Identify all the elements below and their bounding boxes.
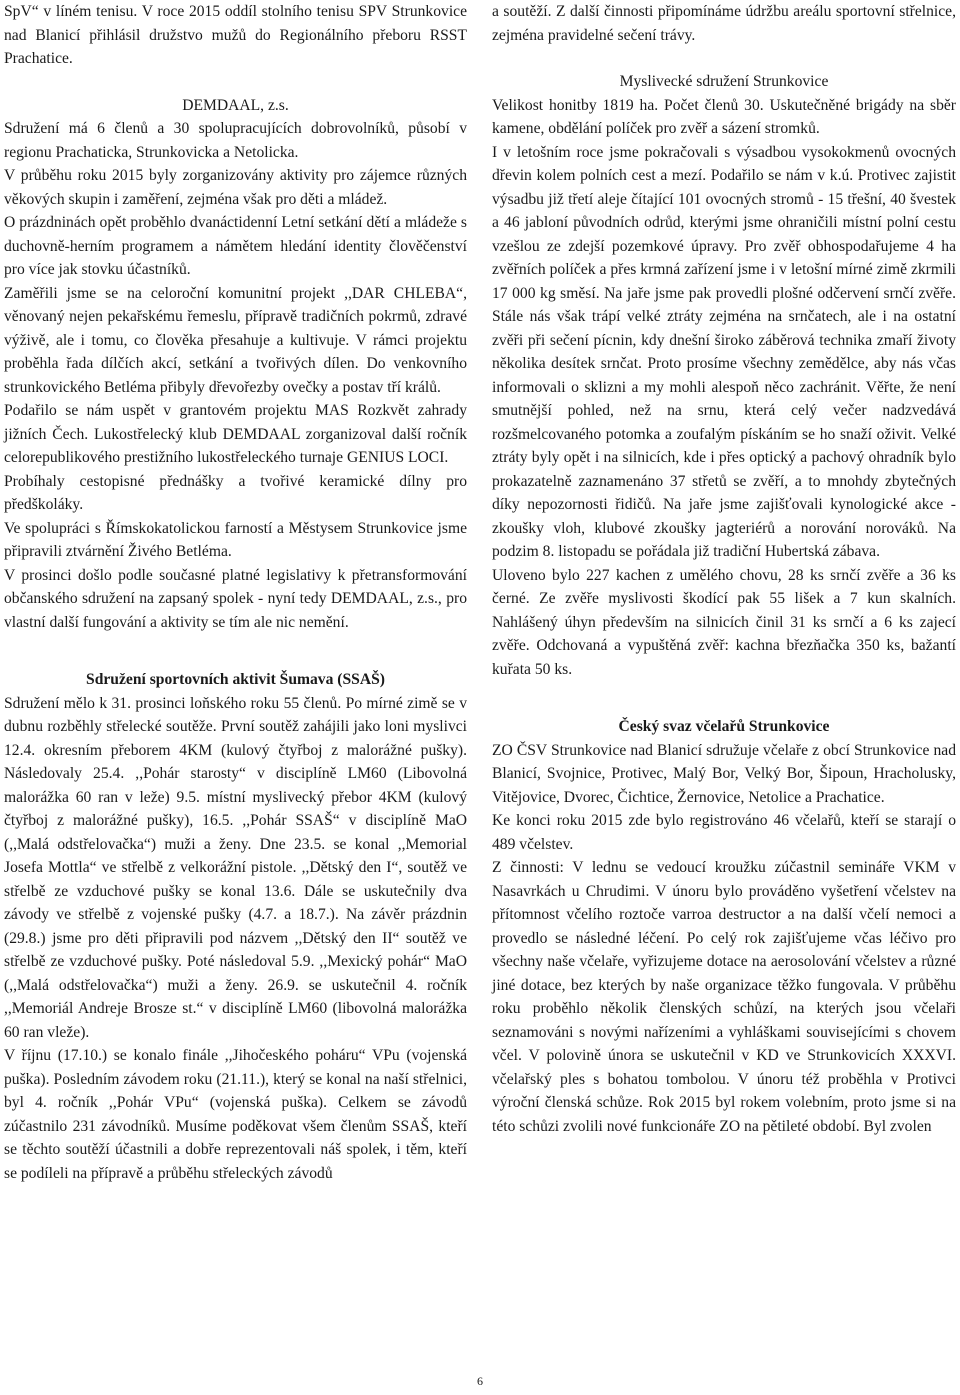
myslivecke-heading: Myslivecké sdružení Strunkovice: [619, 73, 829, 90]
tennis-paragraph: SpV“ v líném tenisu. V roce 2015 oddíl stolního tenisu SPV Strunkovice nad Blanicí přihlásil družstvo mužů do Regionálního přeboru RSST Prachatice.: [4, 3, 467, 67]
ssas-heading: Sdružení sportovních aktivit Šumava (SSAŠ): [86, 671, 385, 688]
spacer: [492, 681, 956, 715]
ssas-paragraph: V říjnu (17.10.) se konalo finále ,,Jihočeského poháru“ VPu (vojenská puška). Posledním závodem roku (21.11.), který se konal na naší střelnici, byl 4. ročník ,,Pohár VPu“ (vojenská puška). Celkem se závodů zúčastnilo 231 závodníků. Musíme poděkovat všem členům SSAŠ, kteří se těchto soutěží účastnili a dobře reprezentovali náš spolek, i těm, kteří se podíleli na přípravě a průběhu střeleckých závodů: [4, 1047, 467, 1182]
demdaal-paragraph: O prázdninách opět proběhlo dvanáctidenní Letní setkání dětí a mládeže s duchovně-herním programem a námětem hledání identity člověčenství pro více jak stovku účastníků.: [4, 214, 467, 278]
demdaal-paragraph: Sdružení má 6 členů a 30 spolupracujících dobrovolníků, působí v regionu Prachaticka, Strunkovicka a Netolicka.: [4, 120, 467, 161]
page-number: 6: [477, 1374, 483, 1388]
demdaal-paragraph: Ve spolupráci s Římskokatolickou farností a Městysem Strunkovice jsme připravili ztvárnění Živého Betléma.: [4, 519, 467, 560]
ssas-paragraph: Sdružení mělo k 31. prosinci loňského roku 55 členů. Po mírné zimě se v dubnu rozběhly střelecké soutěže. První soutěž zahájili jako loni myslivci 12.4. okresním přeborem 4KM (kulový čtyřboj z malorážné pušky). Následovaly 25.4. ,,Pohár starosty“ v disciplíně LM60 (Libovolná malorážka 60 ran v leže) 9.5. místní myslivecký přebor 4KM (kulový čtyřboj z malorážné pušky), 16.5. ,,Pohár SSAŠ“ v disciplíně MaO (,,Malá odstřelovačka“) muži a ženy. Dne 23.5. se konal ,,Memorial Josefa Mottla“ ve střelbě z velkorážní pistole. ,,Dětský den I“, soutěž ve střelbě ze vzduchové pušky se konal 13.6. Dále se uskutečnily dva závody ve střelbě z vojenské pušky (4.7. a 18.7.). Na závěr prázdnin (29.8.) jsme pro děti připravili pod názvem ,,Dětský den II“ soutěž ve střelbě ze vzduchové pušky. Poté následoval 5.9. ,,Mexický pohár“ MaO (,,Malá odstřelovačka“) muži a ženy. 26.9. se uskutečnil 4. ročník ,,Memoriál Andreje Brosze st.“ v disciplíně LM60 (libovolná malorážka 60 ran vleže).: [4, 694, 467, 1041]
demdaal-paragraph: Probíhaly cestopisné přednášky a tvořivé keramické dílny pro předškoláky.: [4, 472, 467, 513]
myslivecke-paragraph: I v letošním roce jsme pokračovali s výsadbou vysokokmenů ovocných dřevin kolem polních cest a mezí. Podařilo se nám v k.ú. Protivec zajistit výsadbu již třetí aleje čítající 101 ovocných stromů - 15 třešní, 40 švestek a 46 jabloní původních odrůd, kterými jsme ohraničili místní polní cestu vzešlou ze zdejší pozemkové úpravy. Pro zvěř obhospodařujeme 4 ha zvěřních políček a přes krmná zařízení jsme i v letošní mírné zimě zkrmili 17 000 kg směsí. Na jaře jsme pak provedli plošné odčervení srnčí zvěře. Stále nás však trápí velké ztráty zejména na srnčatech, ale i na ostatní zvěři při sečení pícnin, kdy dnešní široko záběrová technika zmaří životy několika desítek srnčat. Proto prosíme všechny zemědělce, aby nás včas informovali o sklizni a my mohli alespoň něco zachránit. Věřte, že není smutnější pohled, než na srnu, která celý večer nadzvedává rozšmelcovaného potomka a zoufalým pískáním se ho snaží oživit. Velké ztráty byly opět i na silnicích, kde i přes optický a pachový ohradník bylo prokazatelně zaznamenáno 37 střetů se zvěří, a to mnohdy zbytečných díky nepozornosti řidičů. Na jaře jsme zajišťovali kynologické akce - zkoušky vloh, klubové zkoušky jagteriérů a norování norováků. Na podzim 8. listopadu se pořádala již tradiční Hubertská zábava.: [492, 143, 956, 560]
demdaal-paragraph: V prosinci došlo podle současné platné legislativy k přetransformování občanského sdružení na zapsaný spolek - nyní tedy DEMDAAL, z.s., pro vlastní další fungování a aktivity se tím ale nic nemění.: [4, 566, 467, 631]
demdaal-paragraph: Podařilo se nám uspět v grantovém projektu MAS Rozkvět zahrady jižních Čech. Lukostřelecký klub DEMDAAL zorganizoval další ročník celorepublikového prestižního lukostřeleckého turnaje GENIUS LOCI.: [4, 402, 467, 466]
spacer: [492, 47, 956, 70]
ssas-continued-paragraph: a soutěží. Z další činnosti připomínáme údržbu areálu sportovní střelnice, zejména pravidelné sečení trávy.: [492, 3, 956, 44]
vcelari-heading: Český svaz včelařů Strunkovice: [618, 718, 830, 735]
right-column: [492, 0, 956, 1138]
demdaal-heading: DEMDAAL, z.s.: [182, 96, 289, 114]
left-column: [4, 0, 467, 1185]
demdaal-paragraph: V průběhu roku 2015 byly zorganizovány aktivity pro zájemce různých věkových skupin i zaměření, zejména však pro děti a mládež.: [4, 167, 467, 208]
demdaal-paragraph: Zaměřili jsme se na celoroční komunitní projekt ,,DAR CHLEBA“, věnovaný nejen pekařskému řemeslu, přípravě tradičních pokrmů, zdravé výživě, ale i tomu, co člověka přesahuje a kultivuje. V rámci projektu proběhla řada dílčích akcí, setkání a tvořivých dílen. Do venkovního strunkovického Betléma přibyly dřevořezby ovečky a postav tří králů.: [4, 284, 467, 396]
vcelari-paragraph: ZO ČSV Strunkovice nad Blanicí sdružuje včelaře z obcí Strunkovice nad Blanicí, Svojnice, Protivec, Malý Bor, Velký Bor, Šipoun, Hracholusky, Vitějovice, Dvorec, Čichtice, Žernovice, Netolice a Prachatice.: [492, 741, 956, 806]
myslivecke-paragraph: Uloveno bylo 227 kachen z umělého chovu, 28 ks srnčí zvěře a 36 ks černé. Ze zvěře myslivosti škodící pak 55 lišek a 7 kun skalních. Nahlášený úhyn především na silnicích činil 31 ks srnčí a 6 ks zajecí zvěře. Odchovaná a vypuštěná zvěř: kachna březňačka 350 ks, bažantí kuřata 50 ks.: [492, 566, 956, 678]
vcelari-paragraph: Ke konci roku 2015 zde bylo registrováno 46 včelařů, kteří se starají o 489 včelstev.: [492, 812, 956, 853]
spacer: [4, 71, 467, 94]
vcelari-paragraph: Z činnosti: V lednu se vedoucí kroužku zúčastnil semináře VKM v Nasavrkách u Chrudimi. V únoru bylo prováděno vyšetření včelstev na přítomnost včelího roztoče varroa destructor a na další včelí nemoci a provedlo se následné léčení. Po celý rok zajišťujeme včas léčivo pro všechny naše včelaře, vyřizujeme dotace na aerosolování včelstev a různé jiné dotace, bez kterých by naše organizace těžko fungovala. V průběhu roku proběhlo několik členských schůzí, na kterých jsou včelaři seznamováni s novými nařízeními a vyhláškami souvisejícími s chovem včel. V polovině února se uskutečnil v KD ve Strunkovicích XXXVI. včelařský ples s bohatou tombolou. V únoru též proběhla v Protivci výroční členská schůze. Rok 2015 byl rokem volebním, proto jsme si na této schůzi zvolili nové funkcionáře ZO na pětileté období. Byl zvolen: [492, 859, 956, 1135]
myslivecke-paragraph: Velikost honitby 1819 ha. Počet členů 30. Uskutečněné brigády na sběr kamene, obdělání políček pro zvěř a sázení stromků.: [492, 96, 956, 137]
spacer: [4, 634, 467, 668]
